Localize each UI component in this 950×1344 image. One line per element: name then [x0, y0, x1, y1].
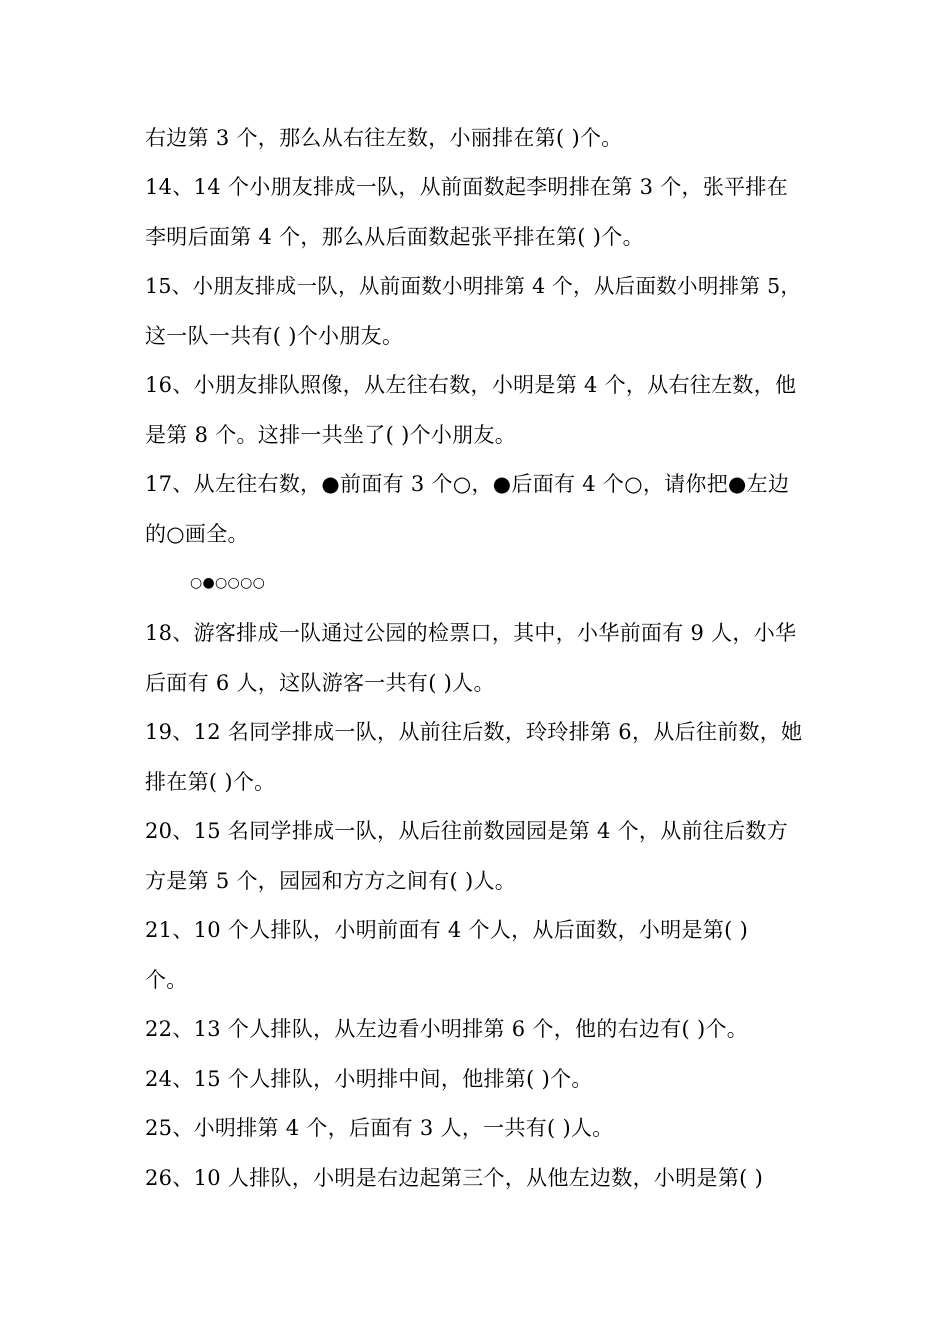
question-18-line-2: 后面有 6 人，这队游客一共有( )人。 — [145, 671, 495, 695]
question-20-line-1: 20、15 名同学排成一队，从后往前数园园是第 4 个，从前往后数方 — [145, 819, 789, 843]
question-14-line-1: 14、14 个小朋友排成一队，从前面数起李明排在第 3 个，张平排在 — [145, 175, 789, 199]
question-21-line-2: 个。 — [145, 968, 188, 992]
question-17-line-1: 17、从左往右数，●前面有 3 个○，●后面有 4 个○，请你把●左边 — [145, 472, 790, 496]
question-15-line-2: 这一队一共有( )个小朋友。 — [145, 324, 404, 348]
question-20-line-2: 方是第 5 个，园园和方方之间有( )人。 — [145, 869, 517, 893]
question-19-line-2: 排在第( )个。 — [145, 770, 276, 794]
question-14-line-2: 李明后面第 4 个，那么从后面数起张平排在第( )个。 — [145, 225, 644, 249]
question-25-line-1: 25、小明排第 4 个，后面有 3 人，一共有( )人。 — [145, 1116, 614, 1140]
question-19-line-1: 19、12 名同学排成一队，从前往后数，玲玲排第 6，从后往前数，她 — [145, 720, 803, 744]
question-22-line-1: 22、13 个人排队，从左边看小明排第 6 个，他的右边有( )个。 — [145, 1017, 749, 1041]
text-line-1: 右边第 3 个，那么从右往左数，小丽排在第( )个。 — [145, 126, 623, 150]
question-16-line-1: 16、小朋友排队照像，从左往右数，小明是第 4 个，从右往左数，他 — [145, 373, 797, 397]
question-21-line-1: 21、10 个人排队，小明前面有 4 个人，从后面数，小明是第( ) — [145, 918, 749, 942]
question-18-line-1: 18、游客排成一队通过公园的检票口，其中，小华前面有 9 人，小华 — [145, 621, 797, 645]
question-26-line-1: 26、10 人排队，小明是右边起第三个，从他左边数，小明是第( ) — [145, 1166, 764, 1190]
question-17-line-2: 的○画全。 — [145, 522, 249, 546]
question-16-line-2: 是第 8 个。这排一共坐了( )个小朋友。 — [145, 423, 517, 447]
question-15-line-1: 15、小朋友排成一队，从前面数小明排第 4 个，从后面数小明排第 5， — [145, 274, 802, 298]
question-17-circles: ○●○○○○ — [190, 575, 266, 591]
question-24-line-1: 24、15 个人排队，小明排中间，他排第( )个。 — [145, 1067, 593, 1091]
